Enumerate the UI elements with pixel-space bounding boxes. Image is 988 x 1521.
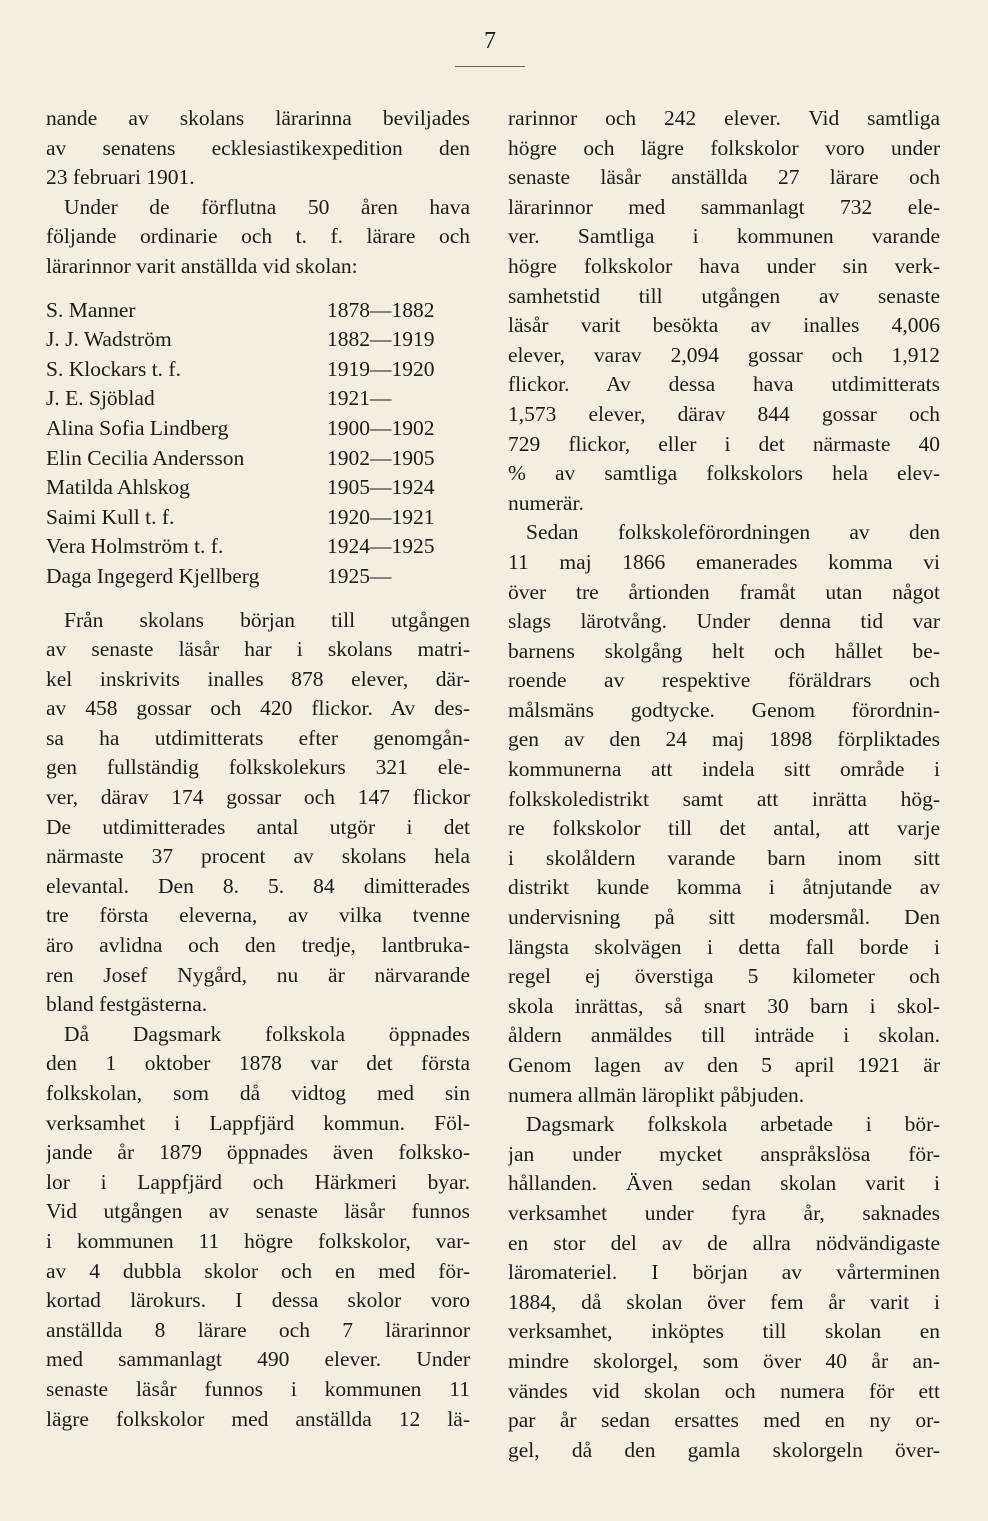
text-line: Då Dagsmark folkskola öppnades	[64, 1021, 470, 1046]
staff-years: 1920—1921	[327, 504, 435, 529]
staff-years: 1925—	[327, 563, 392, 588]
staff-name: Vera Holmström t. f.	[46, 534, 224, 559]
text-line: ren Josef Nygård, nu är närvarande	[46, 962, 470, 987]
text-line: högre och lägre folkskolor voro under	[508, 135, 940, 160]
text-line: lärarinnor med sammanlagt 732 ele-	[508, 194, 940, 219]
text-line: bland festgästerna.	[46, 992, 208, 1017]
text-line: nande av skolans lärarinna beviljades	[46, 106, 470, 130]
spacer	[46, 282, 470, 296]
text-line: samhetstid till utgången av senaste	[508, 283, 940, 308]
page-number: 7	[484, 28, 496, 54]
staff-row	[46, 503, 446, 533]
text-line: senaste läsår anställda 27 lärare och	[508, 165, 940, 190]
staff-row	[46, 414, 446, 444]
history-paragraph	[46, 1020, 470, 1434]
text-line: rarinnor och 242 elever. Vid samtliga	[508, 106, 940, 130]
ordinance-paragraph	[508, 518, 940, 1110]
right-column	[508, 104, 940, 1465]
text-line: regel ej överstiga 5 kilometer och	[508, 964, 940, 989]
text-line: Sedan folkskoleförordningen av den	[526, 520, 940, 545]
text-line: undervisning på sitt modersmål. Den	[508, 905, 940, 930]
text-line: över tre årtionden framåt utan något	[508, 579, 940, 604]
staff-years: 1905—1924	[327, 475, 435, 500]
text-line: hållanden. Även sedan skolan varit i	[508, 1171, 940, 1196]
text-line: re folkskolor till det antal, att varje	[508, 816, 940, 841]
text-line: gen fullständig folkskolekurs 321 ele-	[46, 755, 470, 780]
text-line: Från skolans början till utgången	[64, 607, 470, 632]
staff-name: S. Manner	[46, 297, 136, 322]
staff-name: S. Klockars t. f.	[46, 356, 181, 381]
text-line: vändes vid skolan och numera för ett	[508, 1378, 940, 1403]
text-line: längsta skolvägen i detta fall borde i	[508, 934, 940, 959]
text-line: av senatens ecklesiastikexpedition den	[46, 135, 470, 160]
staff-years: 1921—	[327, 386, 392, 411]
text-line: verksamhet, inköptes till skolan en	[508, 1319, 940, 1344]
text-line: barnens skolgång helt och hållet be-	[508, 638, 940, 663]
staff-years: 1878—1882	[327, 297, 435, 322]
text-line: gel, då den gamla skolorgeln över-	[508, 1437, 940, 1462]
staff-name: Elin Cecilia Andersson	[46, 445, 245, 470]
text-line: 23 februari 1901.	[46, 165, 195, 190]
enrollment-paragraph	[46, 606, 470, 1020]
staff-row	[46, 384, 446, 414]
staff-name: Saimi Kull t. f.	[46, 504, 175, 529]
text-line: den 1 oktober 1878 var det första	[46, 1051, 470, 1076]
staff-years: 1902—1905	[327, 445, 435, 470]
staff-row	[46, 325, 446, 355]
staff-name: Matilda Ahlskog	[46, 475, 190, 500]
intro-paragraph	[46, 104, 470, 193]
text-line: läromateriel. I början av vårterminen	[508, 1260, 940, 1285]
text-line: högre folkskolor hava under sin verk-	[508, 253, 940, 278]
text-line: åldern anmäldes till inträde i skolan.	[508, 1023, 940, 1048]
text-line: verksamhet under fyra år, saknades	[508, 1200, 940, 1225]
text-line: Vid utgången av senaste läsår funnos	[46, 1199, 470, 1224]
text-line: Dagsmark folkskola arbetade i bör-	[526, 1112, 940, 1137]
text-line: kortad lärokurs. I dessa skolor voro	[46, 1288, 470, 1313]
text-line: slags lärotvång. Under denna tid var	[508, 609, 940, 634]
text-line: följande ordinarie och t. f. lärare och	[46, 224, 470, 249]
text-line: anställda 8 lärare och 7 lärarinnor	[46, 1317, 470, 1342]
text-line: jan under mycket anspråkslösa för-	[508, 1141, 940, 1166]
text-line: gen av den 24 maj 1898 förpliktades	[508, 727, 940, 752]
text-line: närmaste 37 procent av skolans hela	[46, 844, 470, 869]
text-line: sa ha utdimitterats efter genomgån-	[46, 725, 470, 750]
staff-row	[46, 444, 446, 474]
text-line: målsmäns godtycke. Genom förordnin-	[508, 697, 940, 722]
text-line: distrikt kunde komma i åtnjutande av	[508, 875, 940, 900]
text-line: elevantal. Den 8. 5. 84 dimitterades	[46, 873, 470, 898]
staff-row	[46, 473, 446, 503]
text-line: lägre folkskolor med anställda 12 lä-	[46, 1406, 470, 1431]
text-line: flickor. Av dessa hava utdimitterats	[508, 372, 940, 397]
staff-years: 1900—1902	[327, 415, 435, 440]
staff-name: J. E. Sjöblad	[46, 386, 155, 411]
text-line: senaste läsår funnos i kommunen 11	[46, 1376, 470, 1401]
text-line: en stor del av de allra nödvändigaste	[508, 1230, 940, 1255]
text-line: med sammanlagt 490 elever. Under	[46, 1347, 470, 1372]
page-number-rule	[455, 66, 525, 67]
staff-name: Daga Ingegerd Kjellberg	[46, 563, 260, 588]
staff-years: 1882—1919	[327, 327, 435, 352]
left-column	[46, 104, 470, 1434]
text-line: Under de förflutna 50 åren hava	[64, 194, 470, 219]
text-line: av 458 gossar och 420 flickor. Av des-	[46, 696, 470, 721]
staff-list	[46, 296, 470, 592]
text-line: folkskoledistrikt samt att inrätta hög-	[508, 786, 940, 811]
text-line: par år sedan ersattes med en ny or-	[508, 1408, 940, 1433]
text-line: lärarinnor varit anställda vid skolan:	[46, 253, 358, 278]
text-line: 11 maj 1866 emanerades komma vi	[508, 549, 940, 574]
statistics-paragraph	[508, 104, 940, 518]
text-line: folkskolan, som då vidtog med sin	[46, 1081, 470, 1105]
staff-row	[46, 296, 446, 326]
text-line: numerär.	[508, 490, 584, 515]
text-line: De utdimitterades antal utgör i det	[46, 814, 470, 839]
text-line: ver, därav 174 gossar och 147 flickor	[46, 785, 470, 810]
text-line: av 4 dubbla skolor och en med för-	[46, 1258, 470, 1283]
text-line: roende av respektive föräldrars och	[508, 668, 940, 693]
text-line: elever, varav 2,094 gossar och 1,912	[508, 342, 940, 367]
staff-years: 1919—1920	[327, 356, 435, 381]
text-line: verksamhet i Lappfjärd kommun. Föl-	[46, 1110, 470, 1135]
staff-name: J. J. Wadström	[46, 327, 172, 352]
staff-intro-paragraph	[46, 193, 470, 282]
organ-paragraph	[508, 1110, 940, 1465]
text-line: 1,573 elever, därav 844 gossar och	[508, 401, 940, 426]
staff-years: 1924—1925	[327, 534, 435, 559]
staff-name: Alina Sofia Lindberg	[46, 415, 229, 440]
text-line: 729 flickor, eller i det närmaste 40	[508, 431, 940, 456]
text-line: skola inrättas, så snart 30 barn i skol-	[508, 993, 940, 1018]
text-line: kommunerna att indela sitt område i	[508, 757, 940, 782]
text-line: tre första eleverna, av vilka tvenne	[46, 903, 470, 928]
text-line: ver. Samtliga i kommunen varande	[508, 224, 940, 249]
staff-row	[46, 562, 446, 592]
text-line: Genom lagen av den 5 april 1921 är	[508, 1053, 940, 1077]
text-line: numera allmän läroplikt påbjuden.	[508, 1082, 805, 1107]
text-line: äro avlidna och den tredje, lantbruka-	[46, 933, 470, 958]
text-line: lor i Lappfjärd och Härkmeri byar.	[46, 1169, 470, 1194]
spacer	[46, 592, 470, 606]
text-line: av senaste läsår har i skolans matri-	[46, 637, 470, 662]
staff-row	[46, 355, 446, 385]
staff-row	[46, 532, 446, 562]
text-line: mindre skolorgel, som över 40 år an-	[508, 1348, 940, 1373]
text-line: i kommunen 11 högre folkskolor, var-	[46, 1228, 470, 1253]
text-line: kel inskrivits inalles 878 elever, där-	[46, 666, 470, 691]
text-line: % av samtliga folkskolors hela elev-	[508, 461, 940, 486]
text-line: i skolåldern varande barn inom sitt	[508, 845, 940, 870]
text-line: läsår varit besökta av inalles 4,006	[508, 313, 940, 338]
text-line: jande år 1879 öppnades även folksko-	[46, 1140, 470, 1165]
text-line: 1884, då skolan över fem år varit i	[508, 1289, 940, 1314]
